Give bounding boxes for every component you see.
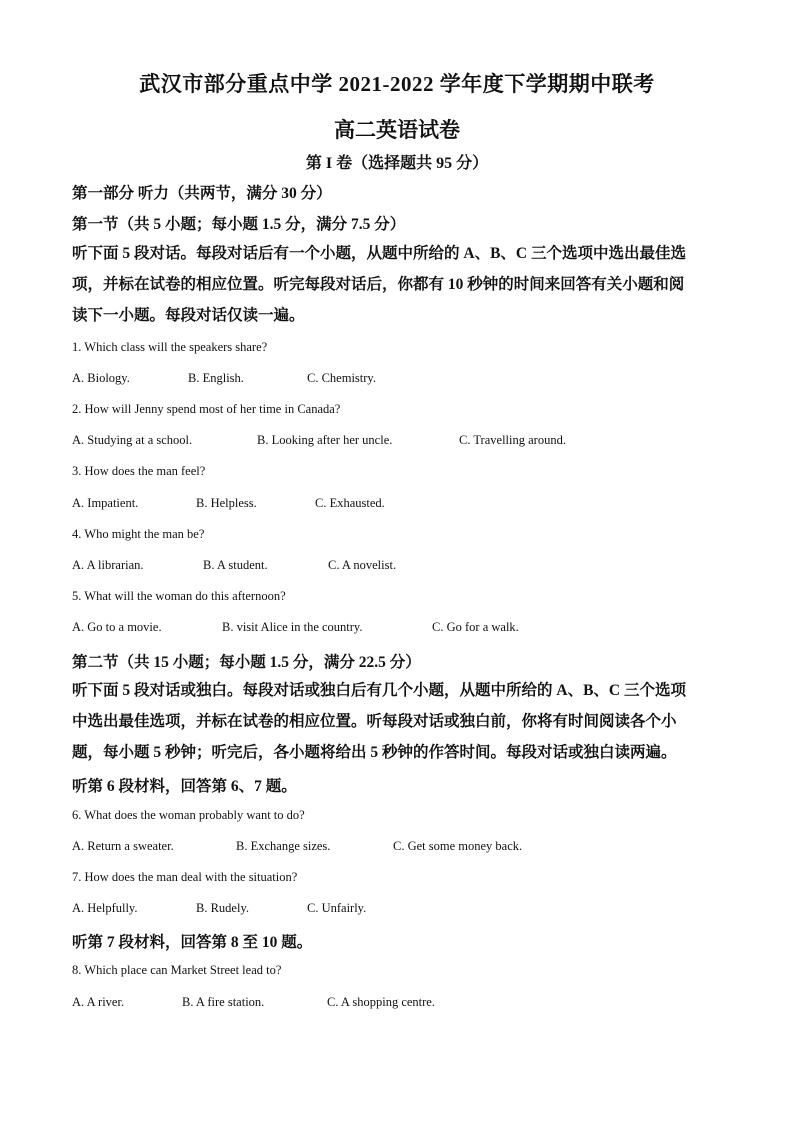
option-7b: B. Rudely. <box>196 901 250 915</box>
instruction-line: 读下一小题。每段对话仅读一遍。 <box>72 307 305 324</box>
option-3a: A. Impatient. <box>72 496 139 510</box>
exam-subtitle: 高二英语试卷 <box>334 118 460 142</box>
option-2a: A. Studying at a school. <box>72 433 193 447</box>
option-8a: A. A river. <box>72 995 125 1009</box>
option-8b: B. A fire station. <box>182 995 265 1009</box>
instruction-line: 中选出最佳选项，并标在试卷的相应位置。听每段对话或独白前，你将有时间阅读各个小 <box>72 713 677 730</box>
option-6c: C. Get some money back. <box>393 839 523 853</box>
question-7: 7. How does the man deal with the situation? <box>72 870 298 884</box>
option-4a: A. A librarian. <box>72 558 144 572</box>
question-3: 3. How does the man feel? <box>72 464 206 478</box>
section2-instructions <box>72 675 722 768</box>
volume-heading: 第 I 卷（选择题共 95 分） <box>305 155 489 172</box>
option-2b: B. Looking after her uncle. <box>257 433 393 447</box>
option-3b: B. Helpless. <box>196 496 257 510</box>
section1-heading: 第一节（共 5 小题；每小题 1.5 分，满分 7.5 分） <box>72 216 406 233</box>
question-2: 2. How will Jenny spend most of her time in Canada? <box>72 402 341 416</box>
option-3c: C. Exhausted. <box>315 496 385 510</box>
instruction-line: 题，每小题 5 秒钟；听完后，各小题将给出 5 秒钟的作答时间。每段对话或独白读两遍。 <box>72 744 677 761</box>
option-2c: C. Travelling around. <box>459 433 566 447</box>
option-4b: B. A student. <box>203 558 268 572</box>
option-4c: C. A novelist. <box>328 558 397 572</box>
question-6: 6. What does the woman probably want to do? <box>72 808 305 822</box>
option-1b: B. English. <box>188 371 244 385</box>
exam-title: 武汉市部分重点中学 2021-2022 学年度下学期期中联考 <box>139 72 655 96</box>
option-5a: A. Go to a movie. <box>72 620 162 634</box>
option-8c: C. A shopping centre. <box>327 995 435 1009</box>
section1-instructions <box>72 238 722 331</box>
section2-heading: 第二节（共 15 小题；每小题 1.5 分，满分 22.5 分） <box>72 654 421 671</box>
material-6-heading: 听第 6 段材料，回答第 6、7 题。 <box>72 778 297 795</box>
option-7a: A. Helpfully. <box>72 901 138 915</box>
question-1: 1. Which class will the speakers share? <box>72 340 268 354</box>
material-7-heading: 听第 7 段材料，回答第 8 至 10 题。 <box>72 934 313 951</box>
question-5: 5. What will the woman do this afternoon? <box>72 589 286 603</box>
option-6b: B. Exchange sizes. <box>236 839 331 853</box>
option-6a: A. Return a sweater. <box>72 839 174 853</box>
question-4: 4. Who might the man be? <box>72 527 205 541</box>
instruction-line: 听下面 5 段对话。每段对话后有一个小题，从题中所给的 A、B、C 三个选项中选出最佳选 <box>72 245 686 262</box>
part1-heading: 第一部分 听力（共两节，满分 30 分） <box>72 185 332 202</box>
option-1a: A. Biology. <box>72 371 130 385</box>
question-8: 8. Which place can Market Street lead to? <box>72 963 282 977</box>
instruction-line: 项，并标在试卷的相应位置。听完每段对话后，你都有 10 秒钟的时间来回答有关小题和阅 <box>72 276 685 293</box>
option-5b: B. visit Alice in the country. <box>222 620 363 634</box>
option-5c: C. Go for a walk. <box>432 620 519 634</box>
option-1c: C. Chemistry. <box>307 371 376 385</box>
option-7c: C. Unfairly. <box>307 901 367 915</box>
instruction-line: 听下面 5 段对话或独白。每段对话或独白后有几个小题，从题中所给的 A、B、C 三个选项 <box>72 682 686 699</box>
